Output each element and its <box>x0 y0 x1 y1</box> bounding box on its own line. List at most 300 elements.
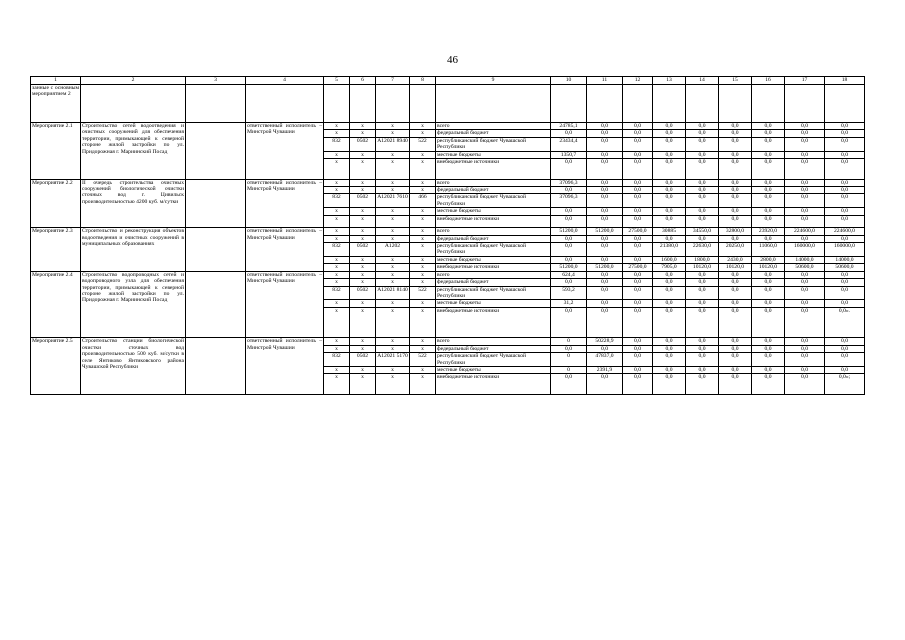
budget-code-c5: x <box>324 130 350 137</box>
amount-cell: 0,0 <box>623 243 653 257</box>
amount-cell: 0,0 <box>719 279 752 286</box>
measure-code: Мероприятие 2.4 <box>31 271 81 338</box>
amount-cell: 0,0 <box>752 208 785 215</box>
amount-cell: 0,0 <box>653 271 686 278</box>
column-header: 8 <box>410 77 436 85</box>
column-header: 2 <box>81 77 186 85</box>
column-header: 15 <box>719 77 752 85</box>
amount-cell: 0,0 <box>653 151 686 158</box>
amount-cell: 0,0 <box>825 300 865 307</box>
column-header: 10 <box>551 77 587 85</box>
amount-cell: 0,0 <box>686 353 719 367</box>
budget-code-c6: x <box>350 215 376 228</box>
funding-source: всего <box>436 338 551 345</box>
amount-cell: 0,0 <box>752 179 785 186</box>
amount-cell: 0,0 <box>719 151 752 158</box>
budget-code-c7: x <box>376 256 410 263</box>
amount-cell: 0,0 <box>785 366 825 373</box>
amount-cell: 0,0 <box>653 215 686 228</box>
amount-cell: 0,0 <box>686 123 719 130</box>
amount-cell: 0,0 <box>686 338 719 345</box>
amount-cell: 0,0 <box>587 235 623 242</box>
amount-cell: 0,0 <box>587 123 623 130</box>
amount-cell: 0,0 <box>551 159 587 180</box>
amount-cell: 0,0 <box>623 256 653 263</box>
amount-cell: 0,0 <box>752 279 785 286</box>
budget-code-c7: А12021 7610 <box>376 194 410 208</box>
budget-code-c5: x <box>324 300 350 307</box>
amount-cell: 0,0 <box>653 159 686 180</box>
amount-cell: 0,0 <box>653 300 686 307</box>
column-header: 9 <box>436 77 551 85</box>
amount-cell: 0,0 <box>752 338 785 345</box>
amount-cell: 0,0 <box>785 187 825 194</box>
budget-code-c5: x <box>324 151 350 158</box>
budget-code-c7: А12021 5170 <box>376 353 410 367</box>
amount-cell: 0,0 <box>752 130 785 137</box>
amount-cell: 34550,0 <box>686 228 719 235</box>
amount-cell: 0,0 <box>719 286 752 300</box>
amount-cell: 0,0 <box>785 130 825 137</box>
amount-cell: 0,0 <box>719 300 752 307</box>
amount-cell: 0,0 <box>785 123 825 130</box>
column-header: 14 <box>686 77 719 85</box>
budget-code-c6: x <box>350 256 376 263</box>
amount-cell: 0,0 <box>623 286 653 300</box>
funding-source: всего <box>436 228 551 235</box>
budget-code-c8: x <box>410 374 436 395</box>
budget-code-c8: x <box>410 366 436 373</box>
amount-cell: 0,0 <box>752 345 785 352</box>
amount-cell: 0,0 <box>623 187 653 194</box>
column-header: 16 <box>752 77 785 85</box>
budget-code-c8: 522 <box>410 286 436 300</box>
amount-cell: 51200,0 <box>587 228 623 235</box>
budget-code-c6: 0502 <box>350 243 376 257</box>
amount-cell: 0,0 <box>686 208 719 215</box>
funding-source: федеральный бюджет <box>436 345 551 352</box>
column-header: 4 <box>246 77 324 85</box>
budget-code-c6: x <box>350 307 376 338</box>
amount-cell: 0,0 <box>587 215 623 228</box>
amount-cell: 0,0 <box>551 279 587 286</box>
budget-code-c8: x <box>410 345 436 352</box>
amount-cell: 0,0 <box>653 194 686 208</box>
amount-cell: 2800,0 <box>752 256 785 263</box>
executor: ответственный исполнитель – Минстрой Чувашии <box>246 179 324 228</box>
amount-cell: 51200,0 <box>551 264 587 271</box>
budget-code-c8: 522 <box>410 353 436 367</box>
amount-cell: 0,0 <box>719 366 752 373</box>
measure-code: Мероприятие 2.3 <box>31 228 81 271</box>
amount-cell: 0,0 <box>752 353 785 367</box>
budget-code-c7: x <box>376 338 410 345</box>
amount-cell: 0,0 <box>825 235 865 242</box>
budget-code-c7: x <box>376 130 410 137</box>
amount-cell: 0,0 <box>551 130 587 137</box>
budget-code-c8: x <box>410 256 436 263</box>
amount-cell: 0,0 <box>752 151 785 158</box>
amount-cell: 27500,0 <box>623 264 653 271</box>
amount-cell: 0,0 <box>587 208 623 215</box>
amount-cell: 0,0 <box>623 179 653 186</box>
amount-cell: 14000,0 <box>825 256 865 263</box>
amount-cell: 50600,0 <box>785 264 825 271</box>
amount-cell: 0,0 <box>653 286 686 300</box>
amount-cell: 0,0 <box>623 123 653 130</box>
amount-cell: 0,0 <box>551 235 587 242</box>
amount-cell: 0,0 <box>686 187 719 194</box>
amount-cell: 0,0 <box>785 286 825 300</box>
funding-source: внебюджетные источники <box>436 374 551 395</box>
amount-cell: 0,0 <box>752 123 785 130</box>
funding-source: всего <box>436 123 551 130</box>
amount-cell: 0,0 <box>623 130 653 137</box>
amount-cell: 0,0 <box>686 137 719 151</box>
column-header: 11 <box>587 77 623 85</box>
amount-cell: 0,0 <box>686 300 719 307</box>
amount-cell: 0,0 <box>719 271 752 278</box>
amount-cell: 0,0 <box>587 256 623 263</box>
amount-cell: 0,0 <box>719 235 752 242</box>
amount-cell: 0,0 <box>825 215 865 228</box>
amount-cell: 22630,0 <box>686 243 719 257</box>
amount-cell: 0,0 <box>623 137 653 151</box>
amount-cell: 0,0 <box>825 286 865 300</box>
amount-cell: 0,0 <box>686 130 719 137</box>
amount-cell: 0,0 <box>785 338 825 345</box>
column-header: 18 <box>825 77 865 85</box>
amount-cell: 0,0 <box>623 300 653 307</box>
page-number: 46 <box>447 54 458 66</box>
empty-cell <box>186 271 246 338</box>
budget-code-c8: x <box>410 208 436 215</box>
amount-cell: 0,0». <box>825 307 865 338</box>
amount-cell: 0,0 <box>825 345 865 352</box>
budget-code-c8: x <box>410 300 436 307</box>
amount-cell: 0,0 <box>653 179 686 186</box>
amount-cell: 0,0 <box>719 123 752 130</box>
column-header: 12 <box>623 77 653 85</box>
budget-code-c5: x <box>324 271 350 278</box>
amount-cell: 0,0 <box>825 208 865 215</box>
amount-cell: 0,0 <box>785 353 825 367</box>
budget-code-c7: А12021 8140 <box>376 286 410 300</box>
budget-code-c6: 0502 <box>350 286 376 300</box>
budget-code-c5: x <box>324 235 350 242</box>
funding-source: внебюджетные источники <box>436 264 551 271</box>
budget-code-c6: x <box>350 228 376 235</box>
funding-source: республиканский бюджет Чувашской Республики <box>436 194 551 208</box>
budget-code-c5: 832 <box>324 353 350 367</box>
budget-code-c6: x <box>350 179 376 186</box>
amount-cell: 0,0 <box>752 187 785 194</box>
amount-cell: 24785,1 <box>551 123 587 130</box>
amount-cell: 0,0 <box>785 345 825 352</box>
amount-cell: 0,0 <box>752 215 785 228</box>
amount-cell: 0,0 <box>825 151 865 158</box>
measure-name: Строительство станции биологической очистки сточных вод производительностью 500 куб. м/сутки в селе Янтиково Янтиковского района Чувашской Республики <box>81 338 186 395</box>
amount-cell: 160000,0 <box>825 243 865 257</box>
funding-source: республиканский бюджет Чувашской Республики <box>436 286 551 300</box>
amount-cell: 37096,3 <box>551 194 587 208</box>
amount-cell: 51200,0 <box>551 228 587 235</box>
amount-cell: 0,0 <box>719 353 752 367</box>
amount-cell: 0,0 <box>653 208 686 215</box>
column-header: 3 <box>186 77 246 85</box>
amount-cell: 0,0»; <box>825 374 865 395</box>
amount-cell: 0,0 <box>719 374 752 395</box>
amount-cell: 0,0 <box>752 366 785 373</box>
amount-cell: 0,0 <box>587 300 623 307</box>
amount-cell: 0,0 <box>686 307 719 338</box>
amount-cell: 0,0 <box>825 123 865 130</box>
amount-cell: 23920,0 <box>752 228 785 235</box>
amount-cell: 10120,0 <box>686 264 719 271</box>
amount-cell: 0,0 <box>587 130 623 137</box>
amount-cell: 0,0 <box>752 271 785 278</box>
funding-source: внебюджетные источники <box>436 159 551 180</box>
amount-cell: 0,0 <box>551 243 587 257</box>
amount-cell: 0,0 <box>587 151 623 158</box>
amount-cell: 0,0 <box>551 256 587 263</box>
amount-cell: 0,0 <box>653 353 686 367</box>
amount-cell: 27500,0 <box>623 228 653 235</box>
amount-cell: 0,0 <box>825 353 865 367</box>
amount-cell: 0,0 <box>785 279 825 286</box>
funding-source: всего <box>436 271 551 278</box>
budget-code-c5: x <box>324 215 350 228</box>
executor: ответственный исполнитель – Минстрой Чувашии <box>246 338 324 395</box>
amount-cell: 224600,0 <box>785 228 825 235</box>
amount-cell: 31,2 <box>551 300 587 307</box>
amount-cell: 0,0 <box>653 137 686 151</box>
amount-cell: 0,0 <box>785 137 825 151</box>
budget-code-c8: x <box>410 307 436 338</box>
amount-cell: 0,0 <box>825 130 865 137</box>
amount-cell: 0 <box>551 353 587 367</box>
empty-cell <box>186 179 246 228</box>
amount-cell: 0,0 <box>623 279 653 286</box>
budget-code-c6: x <box>350 300 376 307</box>
funding-source: всего <box>436 179 551 186</box>
amount-cell: 0,0 <box>752 137 785 151</box>
budget-code-c7: x <box>376 279 410 286</box>
amount-cell: 0,0 <box>623 353 653 367</box>
amount-cell: 0,0 <box>587 279 623 286</box>
continuation-label: занные с основным мероприятием 2 <box>31 85 81 123</box>
amount-cell: 30885 <box>653 228 686 235</box>
budget-code-c6: x <box>350 338 376 345</box>
measure-code: Мероприятие 2.5 <box>31 338 81 395</box>
column-header: 13 <box>653 77 686 85</box>
budget-code-c8: x <box>410 123 436 130</box>
amount-cell: 0,0 <box>551 307 587 338</box>
amount-cell: 0,0 <box>719 307 752 338</box>
amount-cell: 0,0 <box>623 151 653 158</box>
measure-code: Мероприятие 2.1 <box>31 123 81 180</box>
budget-code-c5: x <box>324 228 350 235</box>
amount-cell: 7905,0 <box>653 264 686 271</box>
amount-cell: 50600,0 <box>825 264 865 271</box>
budget-code-c5: 832 <box>324 243 350 257</box>
table-row <box>31 123 865 130</box>
funding-source: местные бюджеты <box>436 256 551 263</box>
budget-code-c6: x <box>350 271 376 278</box>
budget-code-c7: x <box>376 366 410 373</box>
amount-cell: 1350,7 <box>551 151 587 158</box>
executor: ответственный исполнитель – Минстрой Чувашии <box>246 271 324 338</box>
amount-cell: 0,0 <box>686 366 719 373</box>
amount-cell: 0,0 <box>623 159 653 180</box>
amount-cell: 0,0 <box>686 151 719 158</box>
amount-cell: 0,0 <box>551 345 587 352</box>
amount-cell: 47837,0 <box>587 353 623 367</box>
amount-cell: 0,0 <box>623 338 653 345</box>
column-header: 17 <box>785 77 825 85</box>
budget-code-c8: x <box>410 130 436 137</box>
funding-source: республиканский бюджет Чувашской Республики <box>436 243 551 257</box>
amount-cell: 0,0 <box>686 271 719 278</box>
amount-cell: 10120,0 <box>752 264 785 271</box>
amount-cell: 0,0 <box>825 187 865 194</box>
amount-cell: 0,0 <box>623 271 653 278</box>
budget-code-c5: x <box>324 345 350 352</box>
amount-cell: 0,0 <box>752 374 785 395</box>
budget-code-c8: x <box>410 215 436 228</box>
amount-cell: 0,0 <box>719 137 752 151</box>
amount-cell: 0,0 <box>752 235 785 242</box>
amount-cell: 0,0 <box>686 286 719 300</box>
header-row <box>31 77 865 85</box>
budget-code-c7: x <box>376 235 410 242</box>
budget-code-c8: x <box>410 243 436 257</box>
amount-cell: 0,0 <box>785 271 825 278</box>
amount-cell: 0,0 <box>752 307 785 338</box>
amount-cell: 0,0 <box>719 159 752 180</box>
amount-cell: 1800,0 <box>686 256 719 263</box>
amount-cell: 0,0 <box>719 208 752 215</box>
amount-cell: 624,4 <box>551 271 587 278</box>
budget-code-c6: x <box>350 279 376 286</box>
budget-code-c6: x <box>350 235 376 242</box>
table-row <box>31 338 865 345</box>
amount-cell: 37096,3 <box>551 179 587 186</box>
amount-cell: 0,0 <box>587 243 623 257</box>
budget-code-c6: x <box>350 151 376 158</box>
budget-code-c6: x <box>350 366 376 373</box>
amount-cell: 0,0 <box>587 137 623 151</box>
amount-cell: 20250,0 <box>719 243 752 257</box>
amount-cell: 0,0 <box>551 187 587 194</box>
budget-code-c8: x <box>410 159 436 180</box>
budget-code-c8: x <box>410 151 436 158</box>
amount-cell: 32800,0 <box>719 228 752 235</box>
table-row <box>31 228 865 235</box>
amount-cell: 0,0 <box>623 366 653 373</box>
amount-cell: 0,0 <box>785 307 825 338</box>
amount-cell: 0,0 <box>825 159 865 180</box>
amount-cell: 0,0 <box>785 300 825 307</box>
measure-name: Строительство и реконструкция объектов водоотведения и очистных сооружений в муниципальных образованиях <box>81 228 186 271</box>
amount-cell: 14000,0 <box>785 256 825 263</box>
amount-cell: 0,0 <box>587 307 623 338</box>
budget-code-c5: 832 <box>324 137 350 151</box>
budget-code-c7: x <box>376 215 410 228</box>
amount-cell: 0 <box>551 338 587 345</box>
budget-code-c5: 832 <box>324 286 350 300</box>
executor: ответственный исполнитель – Минстрой Чувашии <box>246 228 324 271</box>
amount-cell: 0,0 <box>825 279 865 286</box>
amount-cell: 0,0 <box>587 179 623 186</box>
amount-cell: 0,0 <box>686 194 719 208</box>
table-row <box>31 179 865 186</box>
budget-code-c5: x <box>324 338 350 345</box>
amount-cell: 1600,0 <box>653 256 686 263</box>
amount-cell: 0,0 <box>587 271 623 278</box>
amount-cell: 0,0 <box>825 179 865 186</box>
budget-code-c6: x <box>350 374 376 395</box>
executor: ответственный исполнитель – Минстрой Чувашии <box>246 123 324 180</box>
amount-cell: 0,0 <box>686 374 719 395</box>
budget-code-c5: x <box>324 123 350 130</box>
budget-code-c8: x <box>410 187 436 194</box>
budget-code-c8: x <box>410 179 436 186</box>
amount-cell: 0,0 <box>587 286 623 300</box>
budget-code-c8: x <box>410 228 436 235</box>
amount-cell: 0,0 <box>825 194 865 208</box>
amount-cell: 160000,0 <box>785 243 825 257</box>
amount-cell: 0,0 <box>587 345 623 352</box>
amount-cell: 0,0 <box>686 215 719 228</box>
budget-code-c7: x <box>376 271 410 278</box>
budget-code-c7: x <box>376 300 410 307</box>
budget-code-c7: x <box>376 187 410 194</box>
budget-code-c8: x <box>410 235 436 242</box>
budget-code-c5: x <box>324 187 350 194</box>
amount-cell: 0,0 <box>587 159 623 180</box>
budget-code-c6: x <box>350 130 376 137</box>
amount-cell: 0,0 <box>551 208 587 215</box>
amount-cell: 0,0 <box>653 123 686 130</box>
amount-cell: 0,0 <box>686 179 719 186</box>
column-header: 7 <box>376 77 410 85</box>
amount-cell: 0,0 <box>785 194 825 208</box>
amount-cell: 0,0 <box>623 235 653 242</box>
amount-cell: 0,0 <box>653 279 686 286</box>
budget-code-c7: x <box>376 345 410 352</box>
amount-cell: 23434,4 <box>551 137 587 151</box>
budget-code-c6: 0502 <box>350 137 376 151</box>
amount-cell: 0,0 <box>623 307 653 338</box>
amount-cell: 0,0 <box>719 187 752 194</box>
funding-source: республиканский бюджет Чувашской Республики <box>436 137 551 151</box>
empty-cell <box>186 338 246 395</box>
budget-code-c6: x <box>350 208 376 215</box>
funding-source: внебюджетные источники <box>436 307 551 338</box>
budget-code-c7: x <box>376 228 410 235</box>
budget-code-c5: x <box>324 366 350 373</box>
budget-code-c6: x <box>350 159 376 180</box>
amount-cell: 0,0 <box>686 345 719 352</box>
amount-cell: 0,0 <box>587 194 623 208</box>
column-header: 5 <box>324 77 350 85</box>
budget-code-c7: x <box>376 374 410 395</box>
funding-source: республиканский бюджет Чувашской Республики <box>436 353 551 367</box>
budget-code-c7: x <box>376 159 410 180</box>
budget-code-c5: x <box>324 374 350 395</box>
amount-cell: 0,0 <box>551 374 587 395</box>
